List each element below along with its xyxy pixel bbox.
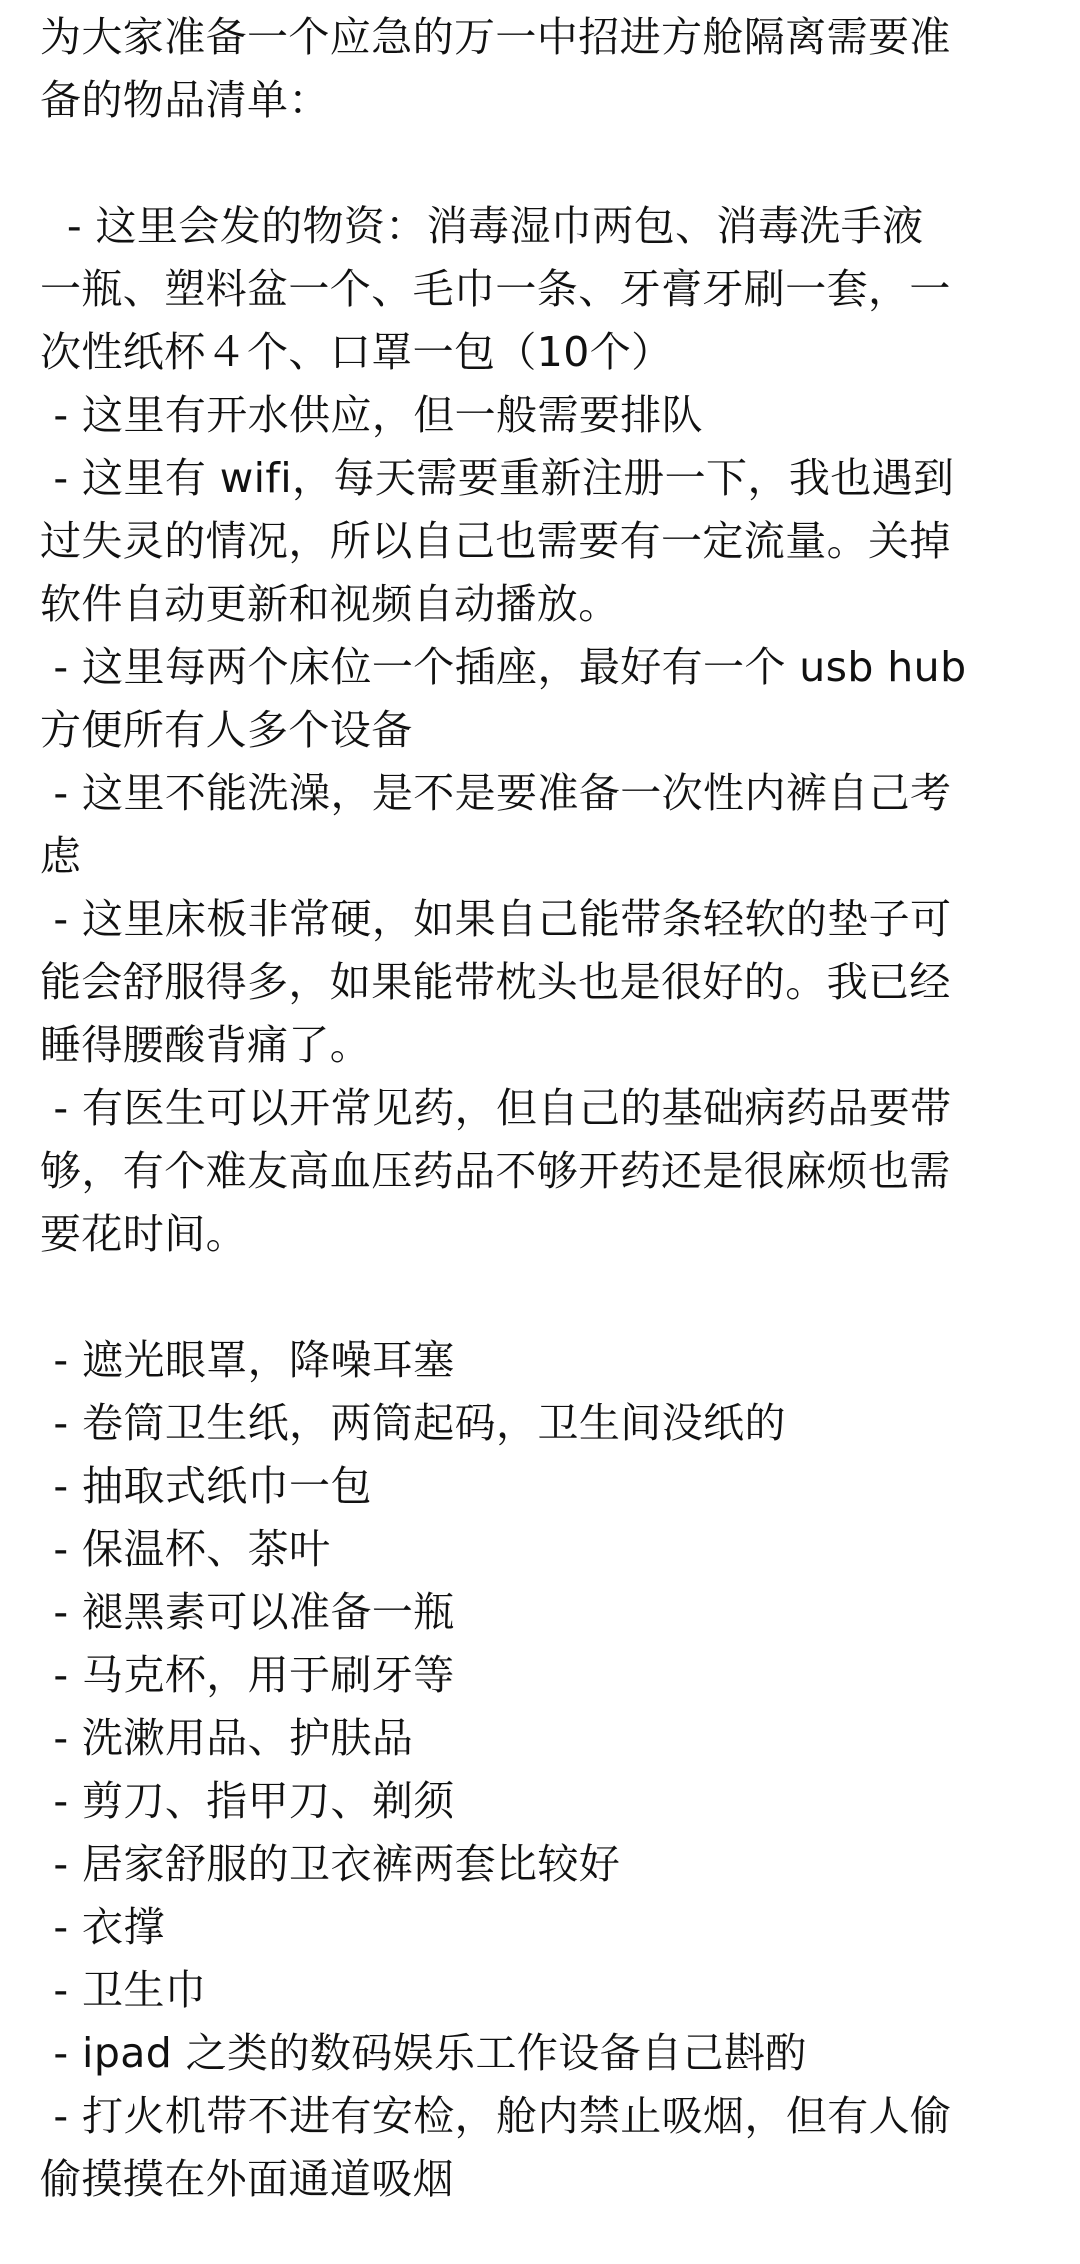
note-line: 为大家准备一个应急的万一中招进方舱隔离需要准 <box>40 13 951 61</box>
checklist-item: - 马克杯，用于刷牙等 <box>40 1651 455 1699</box>
checklist-item: - 保温杯、茶叶 <box>40 1525 331 1573</box>
note-line: - 有医生可以开常见药，但自己的基础病药品要带 <box>40 1084 952 1132</box>
note-line: - 这里有 wifi，每天需要重新注册一下，我也遇到 <box>40 454 955 502</box>
note-line: 备的物品清单： <box>40 76 330 124</box>
blank-line <box>40 1266 1050 1329</box>
checklist-item: - 卷筒卫生纸，两筒起码，卫生间没纸的 <box>40 1399 786 1447</box>
checklist-item: - 卫生巾 <box>40 1966 207 2014</box>
note-line: 一瓶、塑料盆一个、毛巾一条、牙膏牙刷一套，一 <box>40 265 951 313</box>
blank-line <box>40 132 1050 195</box>
checklist-item: - 打火机带不进有安检，舱内禁止吸烟，但有人偷 <box>40 2092 952 2140</box>
note-line: 虑 <box>40 832 82 880</box>
note-line: - 这里每两个床位一个插座，最好有一个 usb hub <box>40 643 967 691</box>
note-line: 过失灵的情况，所以自己也需要有一定流量。关掉 <box>40 517 951 565</box>
note-line: 够，有个难友高血压药品不够开药还是很麻烦也需 <box>40 1147 951 1195</box>
note-line: 软件自动更新和视频自动播放。 <box>40 580 620 628</box>
checklist-item: - 褪黑素可以准备一瓶 <box>40 1588 455 1636</box>
note-line: 要花时间。 <box>40 1210 247 1258</box>
note-line: - 这里有开水供应，但一般需要排队 <box>40 391 704 439</box>
note-line: 睡得腰酸背痛了。 <box>40 1021 372 1069</box>
note-line: 次性纸杯４个、口罩一包（10个） <box>40 328 673 376</box>
checklist-item: - 抽取式纸巾一包 <box>40 1462 372 1510</box>
checklist-item: - 衣撑 <box>40 1903 165 1951</box>
note-line: - 这里会发的物资：消毒湿巾两包、消毒洗手液 <box>40 202 924 250</box>
note-line: 能会舒服得多，如果能带枕头也是很好的。我已经 <box>40 958 951 1006</box>
checklist-item: - 洗漱用品、护肤品 <box>40 1714 414 1762</box>
checklist-item: - 居家舒服的卫衣裤两套比较好 <box>40 1840 621 1888</box>
note-line: - 这里床板非常硬，如果自己能带条轻软的垫子可 <box>40 895 952 943</box>
checklist-item: - 遮光眼罩，降噪耳塞 <box>40 1336 455 1384</box>
note-text-block <box>40 6 1050 2211</box>
checklist-item: - ipad 之类的数码娱乐工作设备自己斟酌 <box>40 2029 807 2077</box>
note-line: 方便所有人多个设备 <box>40 706 413 754</box>
note-line: - 这里不能洗澡，是不是要准备一次性内裤自己考 <box>40 769 952 817</box>
checklist-item: 偷摸摸在外面通道吸烟 <box>40 2155 454 2203</box>
checklist-item: - 剪刀、指甲刀、剃须 <box>40 1777 455 1825</box>
